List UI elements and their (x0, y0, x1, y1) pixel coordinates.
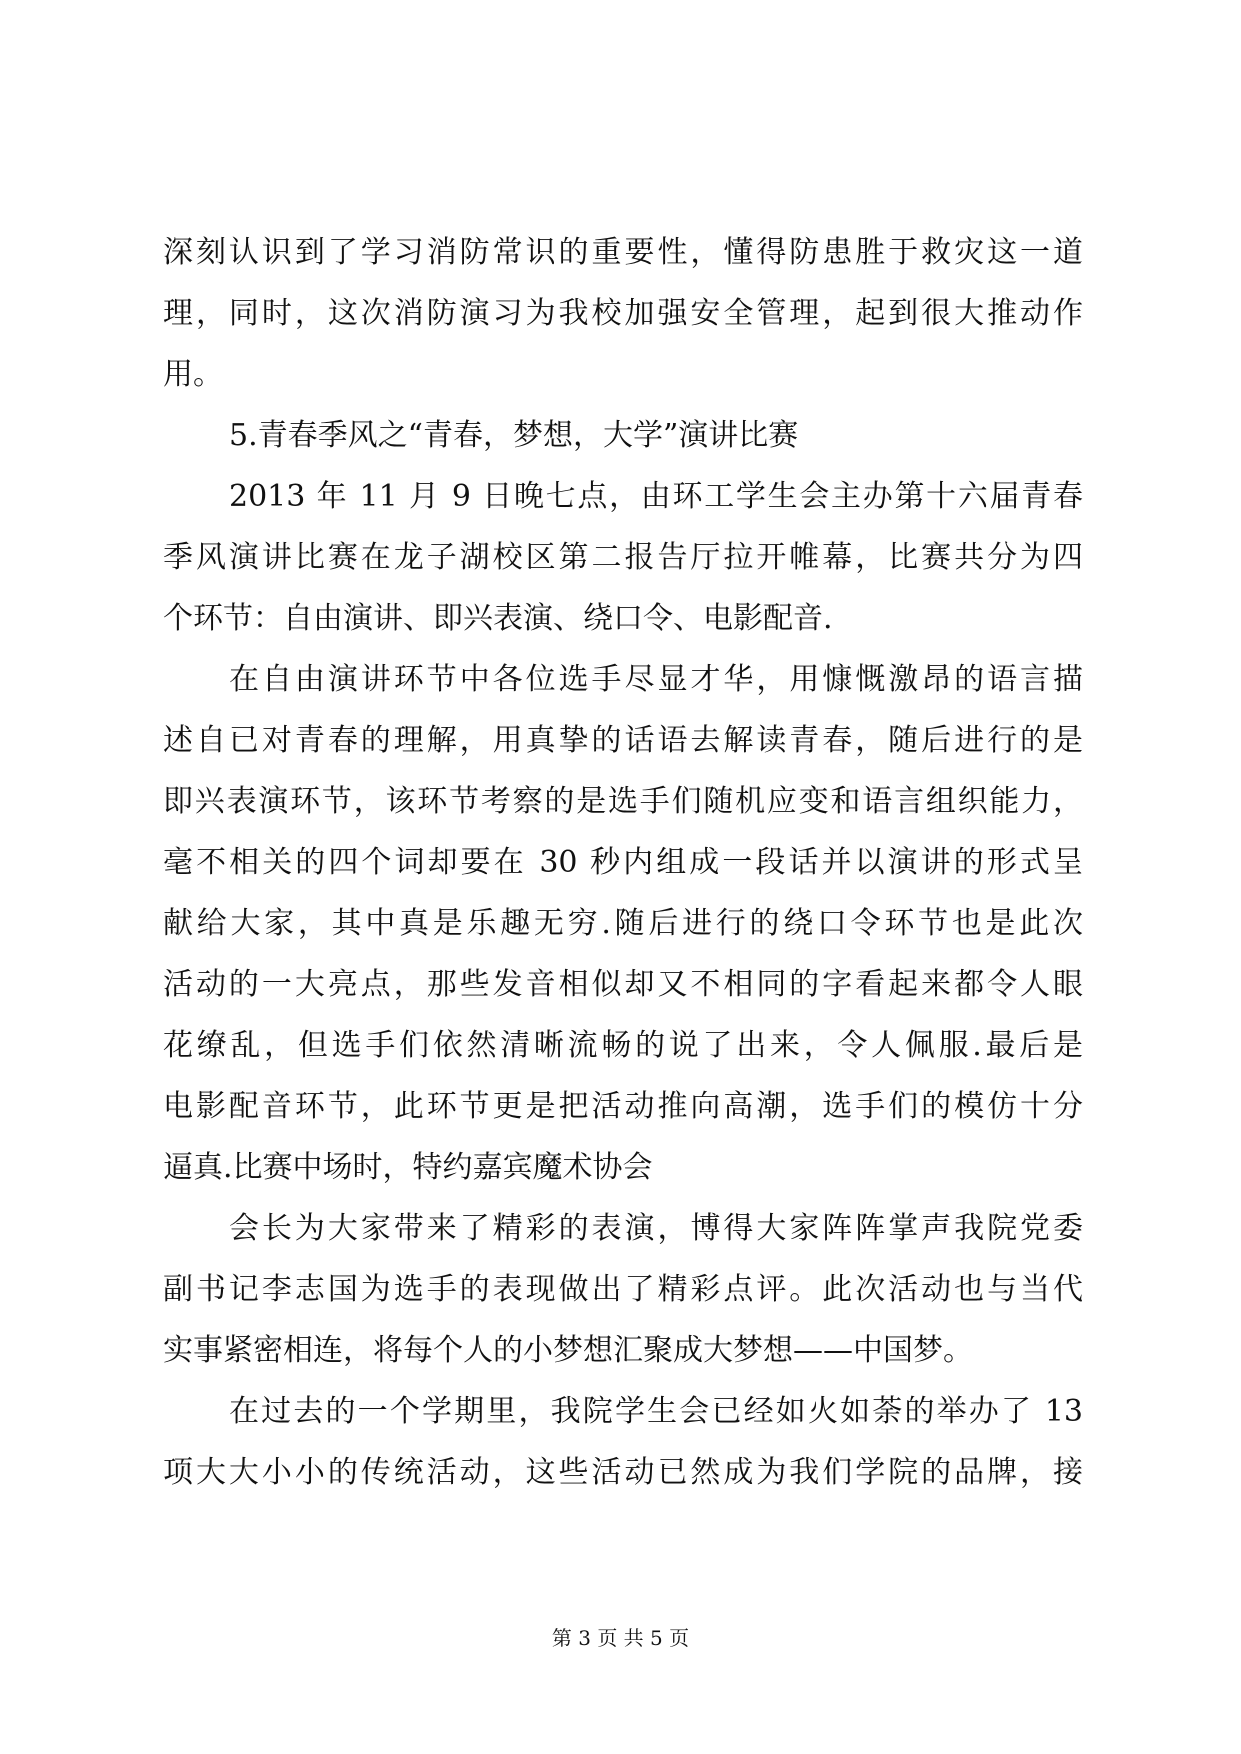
text-line: 活动的一大亮点，那些发音相似却又不相同的字看起来都令人眼 (163, 967, 1083, 1002)
text-line: 2013 年 11 月 9 日晚七点，由环工学生会主办第十六届青春 (229, 479, 1083, 514)
text-line: 理，同时，这次消防演习为我校加强安全管理，起到很大推动作 (163, 296, 1083, 331)
text-line: 副书记李志国为选手的表现做出了精彩点评。此次活动也与当代 (163, 1272, 1083, 1307)
text-line: 献给大家，其中真是乐趣无穷.随后进行的绕口令环节也是此次 (163, 906, 1083, 941)
text-line: 季风演讲比赛在龙子湖校区第二报告厅拉开帷幕，比赛共分为四 (163, 540, 1083, 575)
text-line: 逼真.比赛中场时，特约嘉宾魔术协会 (163, 1150, 653, 1185)
text-line: 用。 (163, 357, 223, 392)
text-line: 在过去的一个学期里，我院学生会已经如火如荼的举办了 13 (229, 1394, 1083, 1429)
text-line: 深刻认识到了学习消防常识的重要性，懂得防患胜于救灾这一道 (163, 235, 1083, 270)
text-line: 在自由演讲环节中各位选手尽显才华，用慷慨激昂的语言描 (229, 662, 1083, 697)
text-line: 述自已对青春的理解，用真挚的话语去解读青春，随后进行的是 (163, 723, 1083, 758)
text-line: 电影配音环节，此环节更是把活动推向高潮，选手们的模仿十分 (163, 1089, 1083, 1124)
text-line: 个环节：自由演讲、即兴表演、绕口令、电影配音. (163, 601, 833, 636)
section-heading: 5.青春季风之“青春，梦想，大学”演讲比赛 (229, 418, 799, 453)
page-number-footer: 第 3 页 共 5 页 (551, 1626, 690, 1650)
text-line: 毫不相关的四个词却要在 30 秒内组成一段话并以演讲的形式呈 (163, 845, 1083, 880)
text-line: 实事紧密相连，将每个人的小梦想汇聚成大梦想——中国梦。 (163, 1333, 973, 1368)
text-line: 会长为大家带来了精彩的表演，博得大家阵阵掌声我院党委 (229, 1211, 1083, 1246)
body-text (163, 222, 1083, 1503)
text-line: 即兴表演环节，该环节考察的是选手们随机应变和语言组织能力， (163, 784, 1083, 819)
text-line: 花缭乱，但选手们依然清晰流畅的说了出来，令人佩服.最后是 (163, 1028, 1083, 1063)
text-line: 项大大小小的传统活动，这些活动已然成为我们学院的品牌，接 (163, 1455, 1083, 1490)
